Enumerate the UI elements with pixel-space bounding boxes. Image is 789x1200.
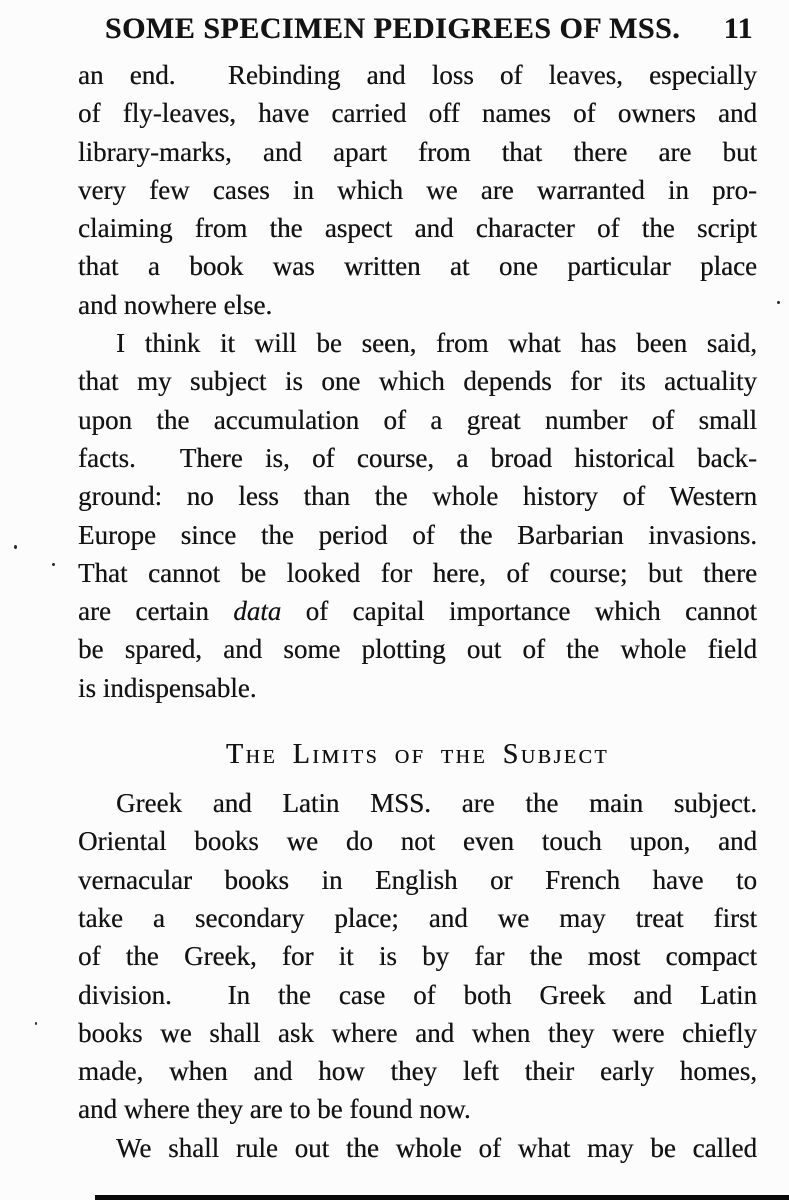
text-line: facts. There is, of course, a broad historical back- <box>78 442 757 473</box>
scan-edge-shadow <box>95 1195 789 1200</box>
section-heading: The Limits of the Subject <box>225 739 610 771</box>
text-line: an end. Rebinding and loss of leaves, especially <box>78 60 757 90</box>
text-line: is indispensable. <box>78 672 257 703</box>
paragraph <box>78 1129 757 1167</box>
ink-speck <box>14 545 17 549</box>
page-number: 11 <box>723 12 753 45</box>
text-line: claiming from the aspect and character of the script <box>78 213 757 244</box>
text-line: very few cases in which we are warranted in pro- <box>78 174 757 205</box>
text-line: of fly-leaves, have carried off names of owners and <box>78 98 757 129</box>
text-line: division. In the case of both Greek and Latin <box>78 979 757 1010</box>
text-line: and nowhere else. <box>78 289 273 320</box>
text-line: Europe since the period of the Barbarian invasions. <box>78 519 757 550</box>
text-line: library-marks, and apart from that there are but <box>78 136 757 167</box>
text-line: Oriental books we do not even touch upon, and <box>78 826 757 857</box>
text-line: that a book was written at one particular place <box>78 251 757 282</box>
text-line: That cannot be looked for here, of course; but there <box>78 557 757 588</box>
text-line: upon the accumulation of a great number of small <box>78 404 757 435</box>
paragraph <box>78 56 757 324</box>
running-head <box>78 12 757 46</box>
ink-speck <box>52 563 55 566</box>
paragraph <box>78 784 757 1129</box>
text-line: vernacular books in English or French have to <box>78 864 757 895</box>
text-line: are certain data of capital importance which cannot <box>78 596 757 627</box>
text-line: of the Greek, for it is by far the most compact <box>78 941 757 972</box>
text-line: books we shall ask where and when they were chiefly <box>78 1017 757 1048</box>
text-line: take a secondary place; and we may treat first <box>78 902 757 933</box>
text-line: We shall rule out the whole of what may be called <box>116 1132 757 1163</box>
ink-speck <box>35 1022 37 1025</box>
text-line: I think it will be seen, from what has been said, <box>116 328 757 359</box>
page-title: SOME SPECIMEN PEDIGREES OF MSS. <box>104 12 681 45</box>
text-line: made, when and how they left their early homes, <box>78 1056 757 1087</box>
paragraph <box>78 324 757 707</box>
text-line: be spared, and some plotting out of the whole field <box>78 634 757 665</box>
ink-speck <box>777 301 780 304</box>
text-line: Greek and Latin MSS. are the main subject. <box>116 788 757 819</box>
text-line: and where they are to be found now. <box>78 1094 471 1125</box>
text-line: ground: no less than the whole history of Western <box>78 481 757 512</box>
text-line: that my subject is one which depends for its actuality <box>78 366 757 397</box>
body-text <box>78 56 757 1167</box>
